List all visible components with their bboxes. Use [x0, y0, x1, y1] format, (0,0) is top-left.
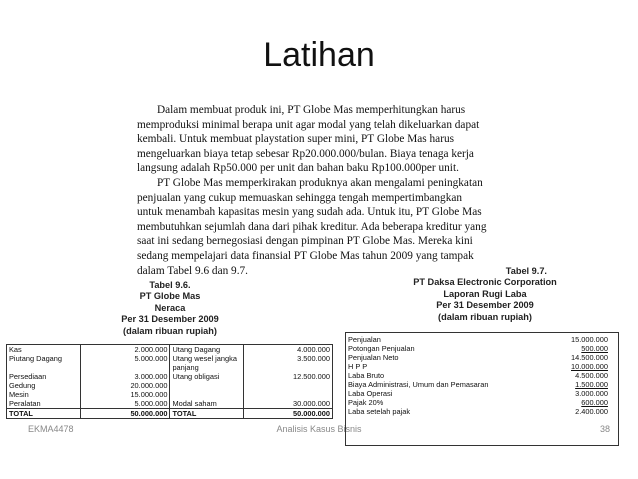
table-row — [346, 407, 616, 416]
table-row — [7, 399, 333, 409]
caption-line: Per 31 Desember 2009 — [436, 300, 534, 311]
table-row — [346, 353, 616, 362]
table-row — [7, 345, 333, 355]
table-cell: Gedung — [9, 381, 36, 390]
table-row — [346, 380, 616, 389]
caption-line: Tabel 9.6. — [149, 280, 191, 290]
paragraph-line: PT Globe Mas memperkirakan produknya akan mengalami peningkatan — [157, 176, 483, 189]
table-cell — [170, 390, 244, 399]
balance-sheet-table — [6, 344, 333, 419]
table-cell: Potongan Penjualan — [348, 344, 415, 353]
table-row — [346, 371, 616, 380]
paragraph-line: saat ini sedang bernegosiasi dengan pimpinan PT Globe Mas. Mereka kini — [137, 235, 473, 248]
paragraph-line: mengeluarkan biaya tetap sebesar Rp20.000.000/bulan. Biaya tenaga kerja — [137, 147, 474, 160]
table-row — [346, 362, 616, 371]
case-paragraph — [137, 103, 535, 278]
footer-course-name: Analisis Kasus Bisnis — [276, 424, 362, 434]
table-row — [7, 372, 333, 381]
table-cell: Utang wesel jangka — [170, 354, 244, 363]
table-row — [346, 335, 616, 344]
table-cell: Penjualan — [348, 335, 381, 344]
slide-title: Latihan — [263, 36, 375, 74]
table-cell: Mesin — [9, 390, 29, 399]
table-cell: 4.000.000 — [244, 345, 333, 355]
table-cell: 2.000.000 — [80, 345, 170, 355]
table-cell: 15.000.000 — [571, 335, 608, 344]
table-row — [7, 390, 333, 399]
table-cell: 15.000.000 — [80, 390, 170, 399]
paragraph-line: dalam Tabel 9.6 dan 9.7. — [137, 264, 248, 277]
table-cell: 3.500.000 — [244, 354, 333, 363]
table-cell: 50.000.000 — [80, 409, 170, 419]
table-cell: Utang obligasi — [170, 372, 244, 381]
paragraph-line: Dalam membuat produk ini, PT Globe Mas memperhitungkan harus — [157, 104, 466, 116]
table-cell: TOTAL — [170, 409, 244, 419]
table-cell: 5.000.000 — [80, 399, 170, 409]
caption-line: Per 31 Desember 2009 — [121, 314, 219, 325]
table-cell: Laba setelah pajak — [348, 407, 411, 416]
paragraph-line: sedang mempelajari data finansial PT Globe Mas tahun 2009 yang tampak — [137, 249, 474, 262]
table-cell: 50.000.000 — [244, 409, 333, 419]
table-row — [7, 363, 333, 372]
table-9-7-caption — [385, 266, 585, 323]
income-statement-table — [346, 335, 616, 416]
table-cell: 3.000.000 — [80, 372, 170, 381]
caption-line: PT Globe Mas — [139, 291, 201, 302]
paragraph-line: memproduksi minimal berapa unit agar modal yang telah dikeluarkan dapat — [137, 118, 480, 131]
table-cell: Laba Bruto — [348, 371, 385, 380]
table-row — [7, 381, 333, 390]
table-cell: Piutang Dagang — [9, 354, 63, 363]
table-cell: 1.500.000 — [575, 380, 608, 389]
table-cell: Penjualan Neto — [348, 353, 399, 362]
table-cell: Pajak 20% — [348, 398, 384, 407]
table-row — [346, 398, 616, 407]
table-9-6-caption — [110, 280, 230, 337]
paragraph-line: untuk menambah kapasitas mesin yang sudah ada. Untuk itu, PT Globe Mas — [137, 206, 482, 219]
table-cell — [244, 381, 333, 390]
table-cell: Modal saham — [170, 399, 244, 409]
table-cell: 3.000.000 — [575, 389, 608, 398]
table-cell: 500.000 — [581, 344, 608, 353]
caption-line: PT Daksa Electronic Corporation — [413, 277, 557, 288]
table-cell: 2.400.000 — [575, 407, 608, 416]
table-cell: 600.000 — [581, 398, 608, 407]
caption-line: Neraca — [154, 302, 186, 313]
table-cell: 12.500.000 — [244, 372, 333, 381]
table-cell: 4.500.000 — [575, 371, 608, 380]
paragraph-line: penjualan yang cukup memuaskan sehingga tengah mempertimbangkan — [137, 191, 463, 204]
table-cell: Utang Dagang — [170, 345, 244, 355]
paragraph-line: membutuhkan sejumlah dana dari pihak kreditur. Ada beberapa kreditur yang — [137, 220, 487, 233]
table-cell: Peralatan — [9, 399, 41, 408]
table-cell: TOTAL — [7, 409, 81, 419]
table-cell: 30.000.000 — [244, 399, 333, 409]
table-row — [346, 389, 616, 398]
table-cell: 14.500.000 — [571, 353, 608, 362]
table-cell — [170, 381, 244, 390]
caption-line: (dalam ribuan rupiah) — [123, 325, 217, 336]
table-cell: 5.000.000 — [80, 354, 170, 363]
paragraph-line: langsung adalah Rp50.000 per unit dan bahan baku Rp100.000per unit. — [137, 162, 459, 175]
table-cell: Persediaan — [9, 372, 47, 381]
caption-line: Laporan Rugi Laba — [443, 288, 527, 299]
caption-line: (dalam ribuan rupiah) — [438, 311, 532, 322]
table-cell — [244, 390, 333, 399]
caption-line: Tabel 9.7. — [505, 266, 547, 276]
table-total-row — [7, 409, 333, 419]
table-cell: Laba Operasi — [348, 389, 393, 398]
table-cell — [244, 363, 333, 372]
footer-course-code: EKMA4478 — [28, 424, 74, 434]
table-cell: Biaya Administrasi, Umum dan Pemasaran — [348, 380, 489, 389]
table-cell: 20.000.000 — [80, 381, 170, 390]
table-cell: H P P — [348, 362, 368, 371]
table-cell: panjang — [170, 363, 244, 372]
table-row — [346, 344, 616, 353]
paragraph-line: kembali. Untuk membuat playstation super mini, PT Globe Mas harus — [137, 133, 455, 146]
footer-page-number: 38 — [599, 424, 610, 434]
table-cell — [80, 363, 170, 372]
table-cell: Kas — [9, 345, 22, 354]
table-row — [7, 354, 333, 363]
table-cell: 10.000.000 — [571, 362, 608, 371]
table-cell — [7, 363, 81, 372]
